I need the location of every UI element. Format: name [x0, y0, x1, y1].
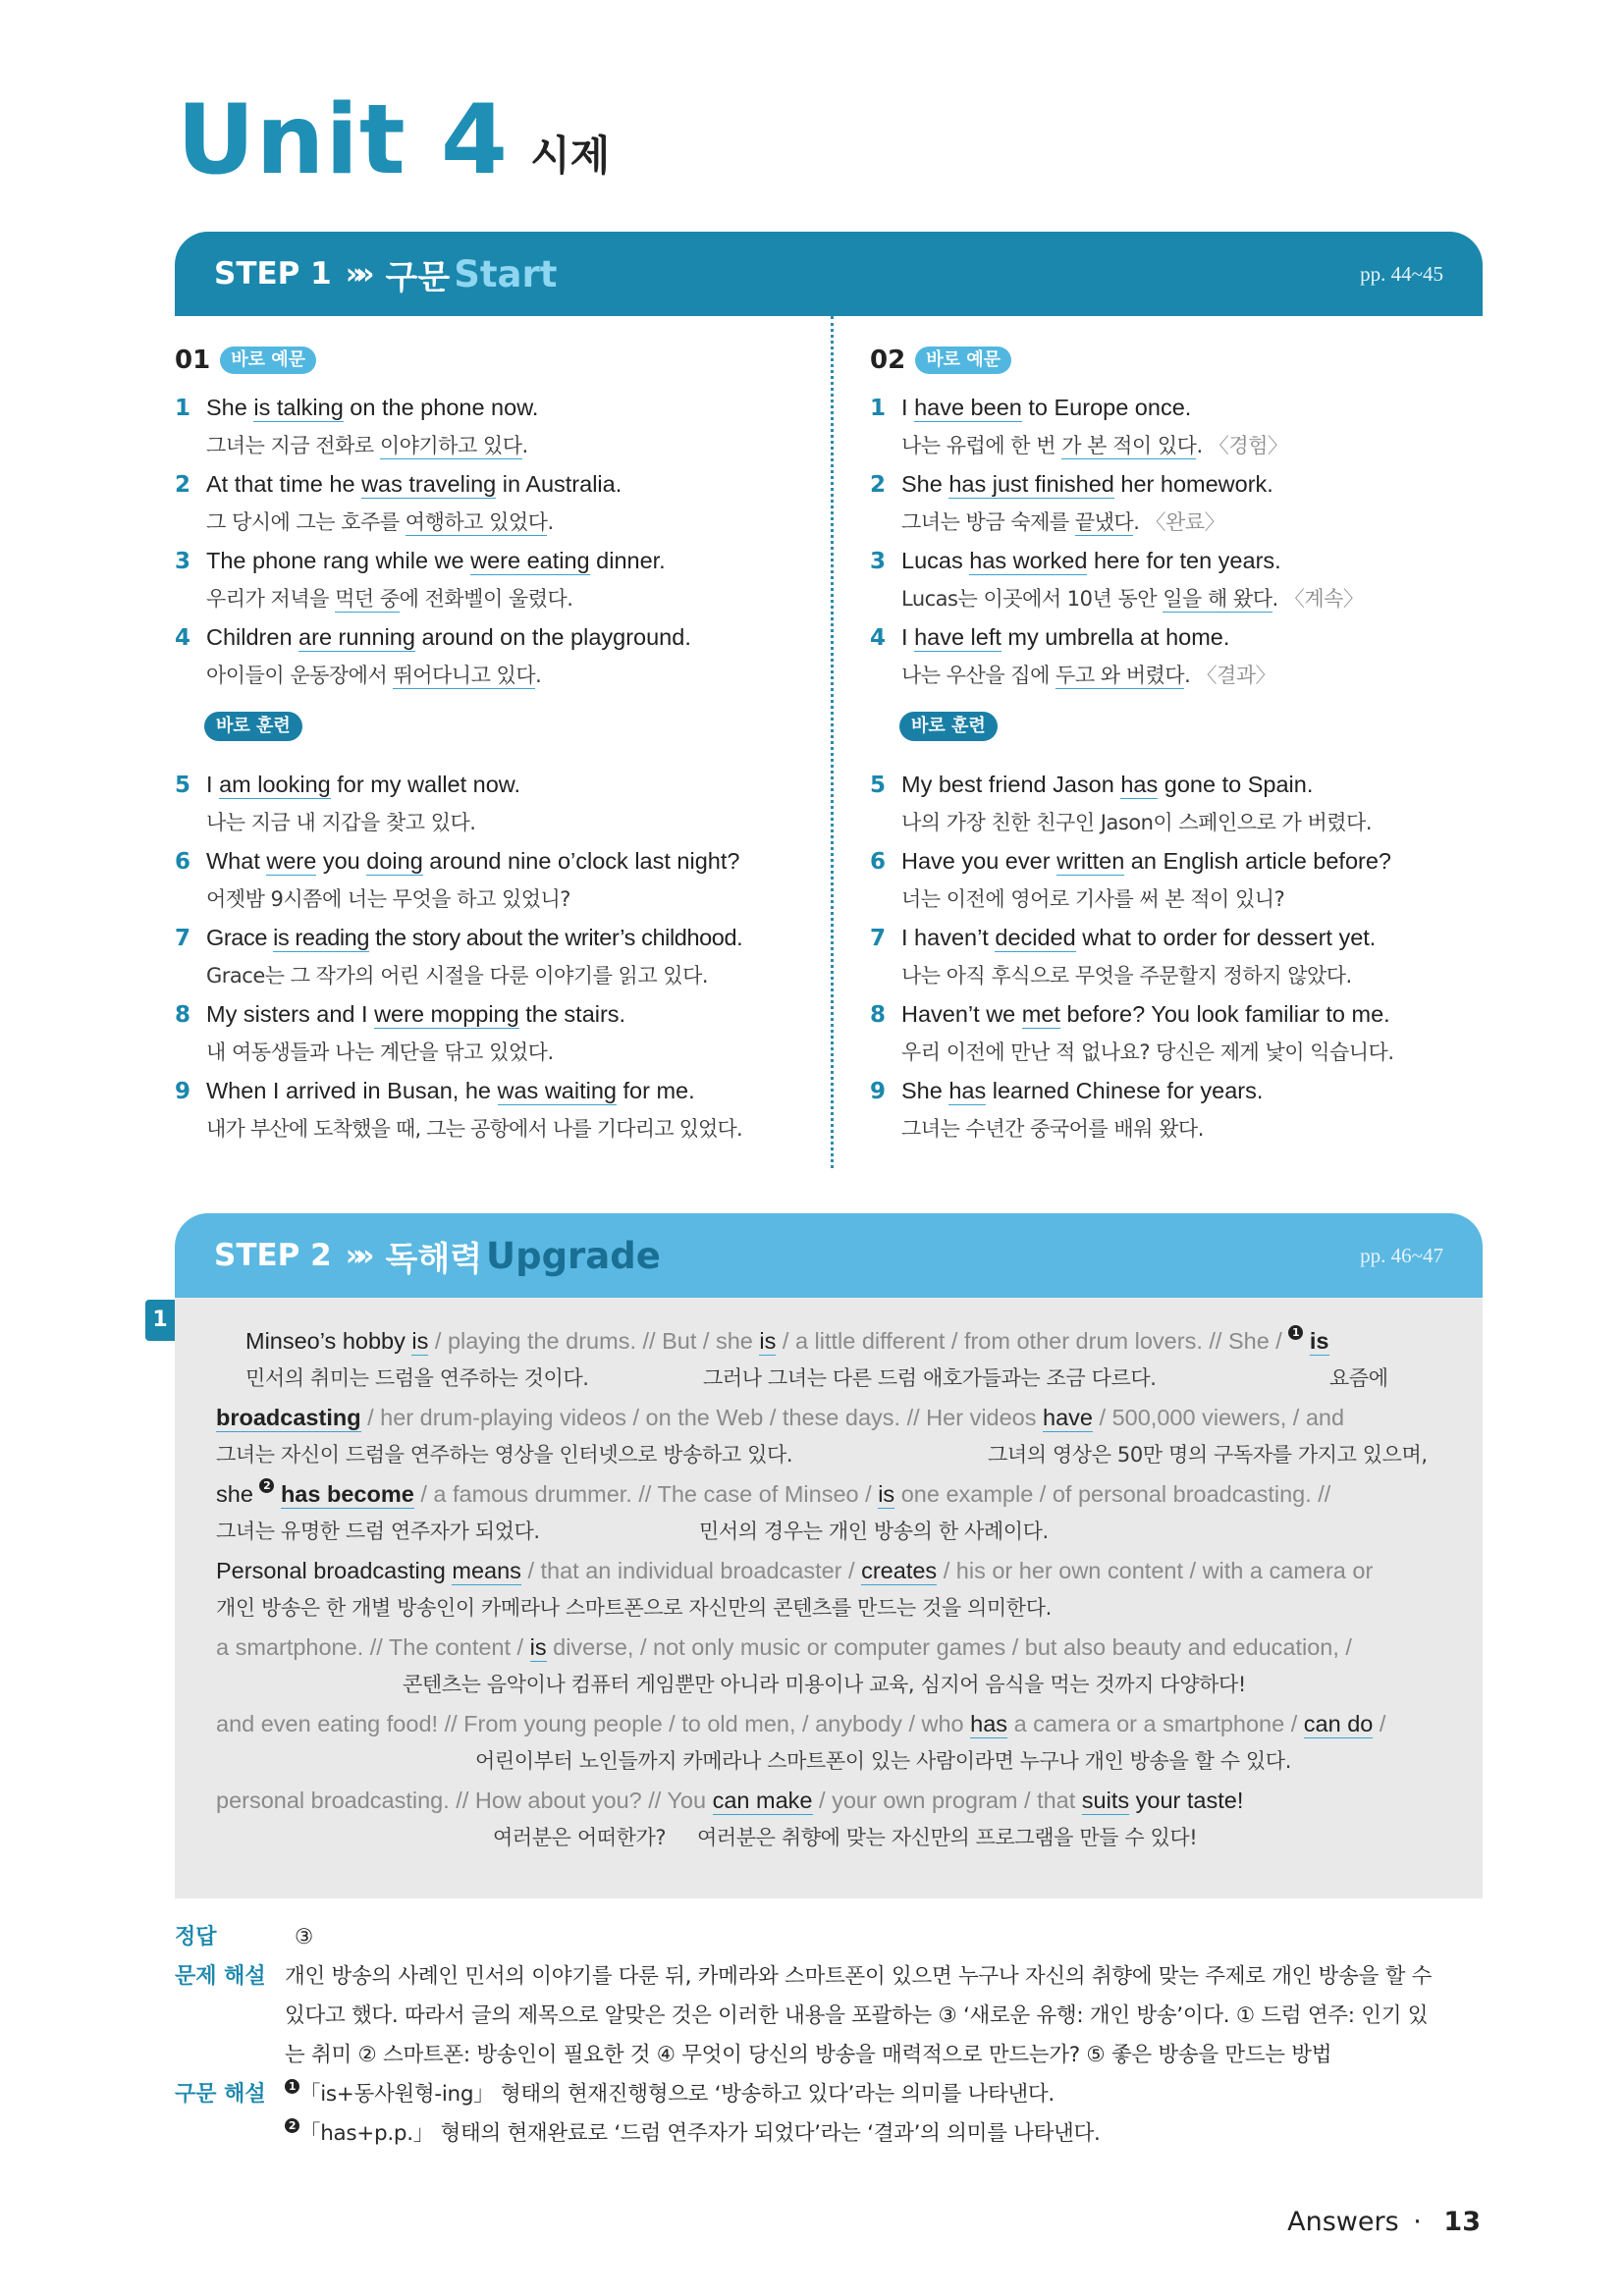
- section-number: 01: [175, 346, 211, 375]
- passage-line: broadcasting / her drum-playing videos / on the Web / these days. // Her videos have / 500,000 viewers, / and 그녀는 자신이 드럼을 연주하는 영상을 인터넷으로 방송하고 있다. 그녀의 영상은 50만 명의 구독자를 가지고 있으며,: [216, 1405, 1428, 1467]
- unit-title: Unit 4: [177, 84, 510, 196]
- list-item: 3 The phone rang while we were eating dinner. 우리가 저녁을 먹던 중에 전화벨이 울렸다.: [175, 542, 803, 618]
- item-number: 6: [175, 849, 191, 875]
- section-number: 02: [870, 346, 906, 375]
- step1-title-en: Start: [454, 252, 558, 295]
- list-item: 6 What were you doing around nine o’clock last night? 어젯밤 9시쯤에 너는 무엇을 하고 있었니?: [175, 842, 803, 919]
- item-number: 3: [175, 549, 191, 574]
- list-item: 1 I have been to Europe once. 나는 유럽에 한 번 가 본 적이 있다. 〈경험〉: [870, 389, 1498, 465]
- step2-page-range: pp. 46~47: [1360, 1244, 1443, 1267]
- badge-example: 바로 예문: [220, 347, 316, 374]
- double-chevron-icon: »»: [345, 256, 366, 292]
- list-item: 2 She has just finished her homework. 그녀는 방금 숙제를 끝냈다. 〈완료〉: [870, 465, 1498, 542]
- step1-page-range: pp. 44~45: [1360, 262, 1443, 286]
- item-number: 1: [175, 396, 191, 421]
- step1-banner: [175, 232, 1483, 316]
- section-01: [175, 340, 803, 1148]
- syntax-row: 구문 해설 1 「is+동사원형-ing」 형태의 현재진행형으로 ‘방송하고 있다’라는 의미를 나타낸다. 2 「has+p.p.」 형태의 현재완료로 ‘드럼 연주자가 되었다’라는 ‘결과’의 의미를 나타낸다.: [175, 2075, 1483, 2154]
- list-item: 8 Haven’t we met before? You look familiar to me. 우리 이전에 만난 적 없나요? 당신은 제게 낯이 익습니다.: [870, 995, 1498, 1072]
- answer-row: [175, 1918, 1483, 1957]
- list-item: 8 My sisters and I were mopping the stairs. 내 여동생들과 나는 계단을 닦고 있었다.: [175, 995, 803, 1072]
- item-number: 2: [870, 472, 887, 498]
- unit-subtitle: 시제: [530, 132, 611, 180]
- list-item: 9 When I arrived in Busan, he was waiting for me. 내가 부산에 도착했을 때, 그는 공항에서 나를 기다리고 있었다.: [175, 1072, 803, 1148]
- item-number: 4: [870, 625, 887, 651]
- list-item: 4 I have left my umbrella at home. 나는 우산을 집에 두고 와 버렸다. 〈결과〉: [870, 618, 1498, 695]
- circle-number-2: 2: [259, 1478, 274, 1493]
- column-divider: [831, 316, 834, 1168]
- syntax-label: 구문 해설: [175, 2082, 266, 2107]
- step1-title-ko: 구문: [385, 257, 451, 297]
- item-number: 1: [870, 396, 887, 421]
- passage-line: a smartphone. // The content / is diverse, / not only music or computer games / but also beauty and education, / 콘텐츠는 음악이나 컴퓨터 게임뿐만 아니라 미용이나 교육, 심지어 음식을 먹는 것까지 다양하다!: [216, 1634, 1352, 1696]
- list-item: 7 Grace is reading the story about the writer’s childhood. Grace는 그 작가의 어린 시절을 다룬 이야기를 읽고 있다.: [175, 919, 803, 995]
- list-item: 9 She has learned Chinese for years. 그녀는 수년간 중국어를 배워 왔다.: [870, 1072, 1498, 1148]
- passage-line: and even eating food! // From young people / to old men, / anybody / who has a camera or a smartphone / can do / 어린이부터 노인들까지 카메라나 스마트폰이 있는 사람이라면 누구나 개인 방송을 할 수 있다.: [216, 1711, 1386, 1773]
- list-item: 5 My best friend Jason has gone to Spain. 나의 가장 친한 친구인 Jason이 스페인으로 가 버렸다.: [870, 766, 1498, 842]
- item-number: 8: [175, 1002, 191, 1028]
- answer-section: [175, 1918, 1483, 2154]
- passage-line: Personal broadcasting means / that an individual broadcaster / creates / his or her own content / with a camera or 개인 방송은 한 개별 방송인이 카메라나 스마트폰으로 자신만의 콘텐츠를 만드는 것을 의미한다.: [216, 1558, 1374, 1620]
- unit-header: [177, 80, 611, 196]
- item-number: 5: [175, 773, 191, 798]
- answer-value: ③: [295, 1925, 313, 1949]
- item-number: 6: [870, 849, 887, 875]
- passage-number: 1: [145, 1300, 175, 1341]
- page-number: 13: [1443, 2207, 1481, 2237]
- item-number: 5: [870, 773, 887, 798]
- double-chevron-icon: »»: [345, 1238, 366, 1273]
- item-number: 7: [175, 926, 191, 951]
- list-item: 5 I am looking for my wallet now. 나는 지금 내 지갑을 찾고 있다.: [175, 766, 803, 842]
- list-item: 6 Have you ever written an English article before? 너는 이전에 영어로 기사를 써 본 적이 있니?: [870, 842, 1498, 919]
- item-number: 2: [175, 472, 191, 498]
- passage-line: Minseo’s hobby is / playing the drums. // But / she is / a little different / from other drum lovers. // She / 1 is 민서의 취미는 드럼을 연주하는 것이다. 그러나 그녀는 다른 드럼 애호가들과는 조금 다르다. 요즘에: [245, 1326, 1388, 1390]
- circle-number-2: 2: [285, 2118, 299, 2133]
- list-item: 3 Lucas has worked here for ten years. Lucas는 이곳에서 10년 동안 일을 해 왔다. 〈계속〉: [870, 542, 1498, 618]
- step2-label: STEP 2: [214, 1238, 332, 1273]
- passage-line: she 2 has become / a famous drummer. // The case of Minseo / is one example / of personal broadcasting. // 그녀는 유명한 드럼 연주자가 되었다. 민서의 경우는 개인 방송의 한 사례이다.: [216, 1479, 1331, 1543]
- explanation-row: 문제 해설 개인 방송의 사례인 민서의 이야기를 다룬 뒤, 카메라와 스마트폰이 있으면 누구나 자신의 취향에 맞는 주제로 개인 방송을 할 수 있다고 했다. 따라서 글의 제목으로 알맞은 것은 이러한 내용을 포괄하는 ③ ‘새로운 유행: 개인 방송’이다. ① 드럼 연주: 인기 있 는 취미 ② 스마트폰: 방송인이 필요한 것 ④ 무엇이 당신의 방송을 매력적으로 만드는가? ⑤ 좋은 방송을 만드는 방법: [175, 1957, 1483, 2075]
- footer-separator: ·: [1413, 2207, 1422, 2237]
- item-number: 3: [870, 549, 887, 574]
- step2-title-en: Upgrade: [486, 1234, 661, 1277]
- footer-label: Answers: [1287, 2207, 1399, 2237]
- item-number: 9: [175, 1079, 191, 1104]
- circle-number-1: 1: [1288, 1325, 1303, 1340]
- list-item: 4 Children are running around on the playground. 아이들이 운동장에서 뛰어다니고 있다.: [175, 618, 803, 695]
- badge-practice: 바로 훈련: [204, 712, 302, 741]
- list-item: 1 She is talking on the phone now. 그녀는 지금 전화로 이야기하고 있다.: [175, 389, 803, 465]
- item-number: 8: [870, 1002, 887, 1028]
- badge-practice: 바로 훈련: [899, 712, 998, 741]
- badge-example: 바로 예문: [915, 347, 1011, 374]
- list-item: 7 I haven’t decided what to order for dessert yet. 나는 아직 후식으로 무엇을 주문할지 정하지 않았다.: [870, 919, 1498, 995]
- page-footer: [1287, 2207, 1481, 2237]
- answer-label: 정답: [175, 1925, 217, 1949]
- explanation-label: 문제 해설: [175, 1964, 266, 1989]
- section-02: [870, 340, 1498, 1148]
- step2-banner: [175, 1213, 1483, 1298]
- step1-label: STEP 1: [214, 256, 332, 292]
- circle-number-1: 1: [285, 2079, 299, 2094]
- item-number: 7: [870, 926, 887, 951]
- list-item: 2 At that time he was traveling in Australia. 그 당시에 그는 호주를 여행하고 있었다.: [175, 465, 803, 542]
- item-number: 9: [870, 1079, 887, 1104]
- item-number: 4: [175, 625, 191, 651]
- step2-title-ko: 독해력: [385, 1239, 483, 1279]
- passage-line: personal broadcasting. // How about you? // You can make / your own program / that suits your taste! 여러분은 어떠한가? 여러분은 취향에 맞는 자신만의 프로그램을 만들 수 있다!: [216, 1788, 1244, 1849]
